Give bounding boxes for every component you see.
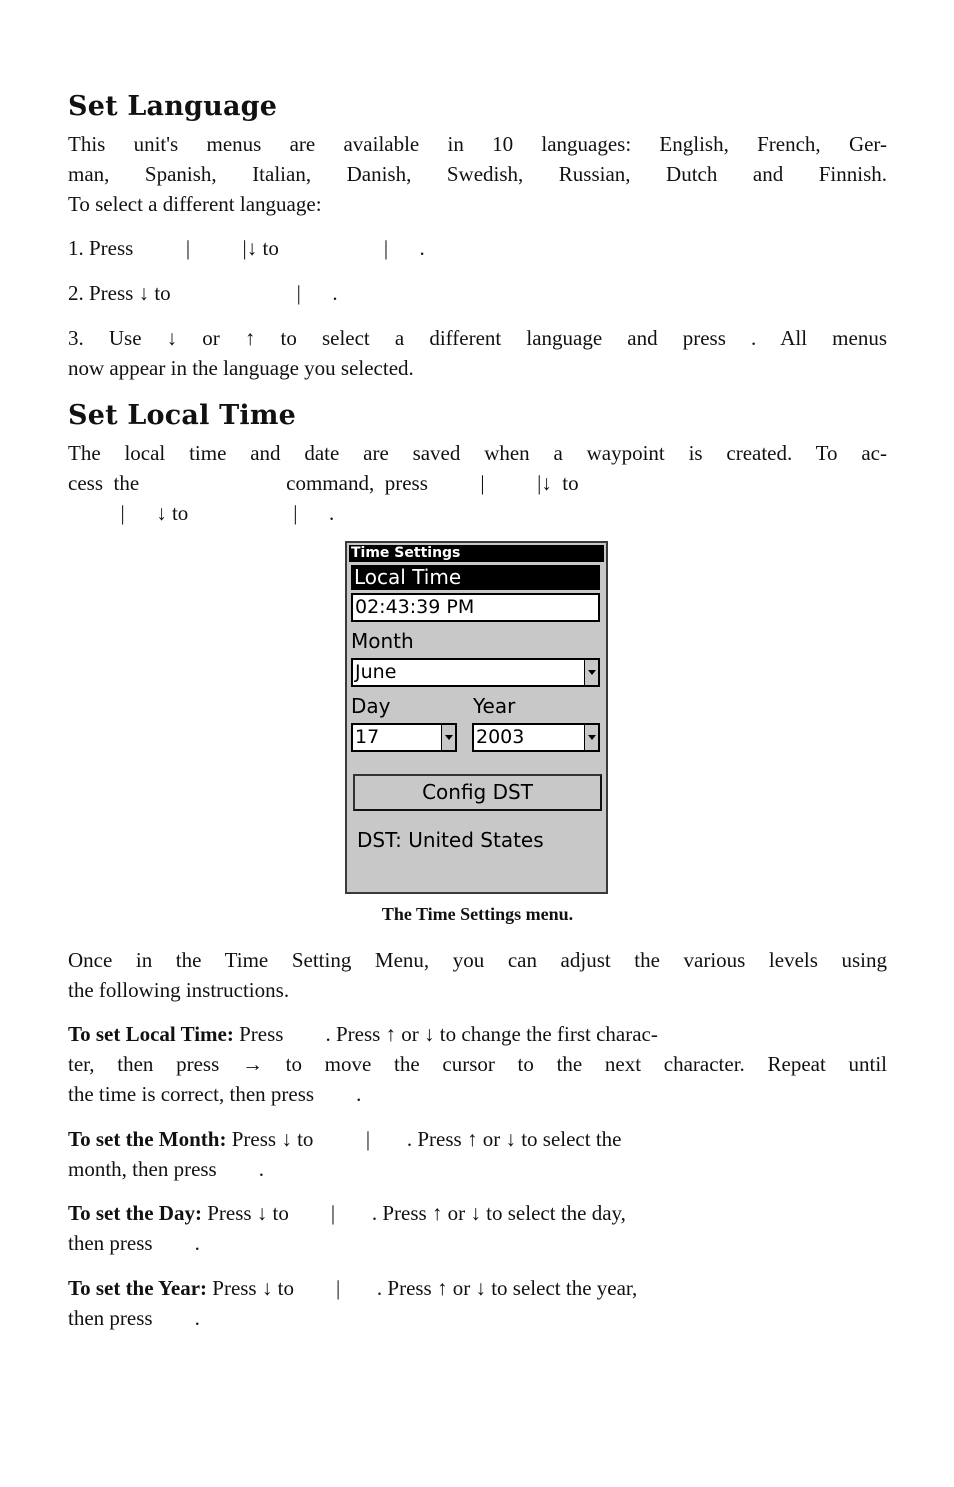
instruction-text: Press ↓ to | . Press ↑ or ↓ to select the year, bbox=[207, 1276, 638, 1300]
day-label: Day bbox=[351, 694, 391, 718]
step-3: 3. Use ↓ or ↑ to select a different language and press . All menus bbox=[68, 326, 887, 350]
year-dropdown[interactable] bbox=[472, 723, 600, 752]
instruction-text: Press . Press ↑ or ↓ to change the first charac- bbox=[233, 1022, 658, 1046]
step-2: 2. Press ↓ to | . bbox=[68, 281, 338, 305]
month-value: June bbox=[355, 661, 397, 683]
config-dst-button[interactable]: Config DST bbox=[353, 774, 602, 811]
month-dropdown[interactable] bbox=[351, 658, 600, 687]
step-3-continued: now appear in the language you selected. bbox=[68, 356, 414, 380]
intro-line: The local time and date are saved when a waypoint is created. To ac- bbox=[68, 441, 887, 465]
instruction-lead: To set the Month: bbox=[68, 1127, 227, 1151]
year-value: 2003 bbox=[476, 726, 525, 748]
day-instruction-line: then press . bbox=[68, 1231, 200, 1255]
instruction-text: Press ↓ to | . Press ↑ or ↓ to select the day, bbox=[201, 1201, 626, 1225]
step-1: 1. Press | |↓ to | . bbox=[68, 236, 425, 260]
day-dropdown[interactable] bbox=[351, 723, 457, 752]
intro-line: man, Spanish, Italian, Danish, Swedish, Russian, Dutch and Finnish. bbox=[68, 162, 887, 186]
local-time-label: Local Time bbox=[351, 565, 600, 590]
year-instruction bbox=[68, 1273, 637, 1303]
year-label: Year bbox=[473, 694, 516, 718]
time-settings-screen bbox=[345, 541, 608, 894]
chevron-down-icon[interactable] bbox=[584, 660, 598, 685]
body-line: the following instructions. bbox=[68, 978, 290, 1002]
figure-caption: The Time Settings menu. bbox=[381, 904, 574, 924]
intro-line: To select a different language: bbox=[68, 192, 322, 216]
day-value: 17 bbox=[355, 726, 380, 748]
intro-line: cess the command, press | |↓ to bbox=[68, 471, 579, 495]
dst-status: DST: United States bbox=[357, 828, 544, 852]
chevron-down-icon[interactable] bbox=[441, 725, 455, 750]
section-heading-set-language: Set Language bbox=[68, 91, 278, 122]
instruction-lead: To set the Day: bbox=[68, 1201, 202, 1225]
month-instruction-line: month, then press . bbox=[68, 1157, 264, 1181]
body-line: Once in the Time Setting Menu, you can adjust the various levels using bbox=[68, 948, 887, 972]
chevron-down-icon[interactable] bbox=[584, 725, 598, 750]
local-time-field[interactable]: 02:43:39 PM bbox=[351, 593, 600, 622]
month-label: Month bbox=[351, 629, 414, 653]
day-instruction bbox=[68, 1198, 626, 1228]
instruction-lead: To set the Year: bbox=[68, 1276, 208, 1300]
intro-line: This unit's menus are available in 10 languages: English, French, Ger- bbox=[68, 132, 887, 156]
instruction-lead: To set Local Time: bbox=[68, 1022, 234, 1046]
year-instruction-line: then press . bbox=[68, 1306, 200, 1330]
local-time-instruction-line: ter, then press → to move the cursor to the next character. Repeat until bbox=[68, 1052, 887, 1076]
section-heading-set-local-time: Set Local Time bbox=[68, 400, 297, 431]
intro-line: | ↓ to | . bbox=[68, 501, 335, 525]
month-instruction bbox=[68, 1124, 622, 1154]
local-time-instruction bbox=[68, 1019, 658, 1049]
screen-title: Time Settings bbox=[349, 545, 604, 562]
instruction-text: Press ↓ to | . Press ↑ or ↓ to select the bbox=[226, 1127, 622, 1151]
local-time-instruction-line: the time is correct, then press . bbox=[68, 1082, 362, 1106]
